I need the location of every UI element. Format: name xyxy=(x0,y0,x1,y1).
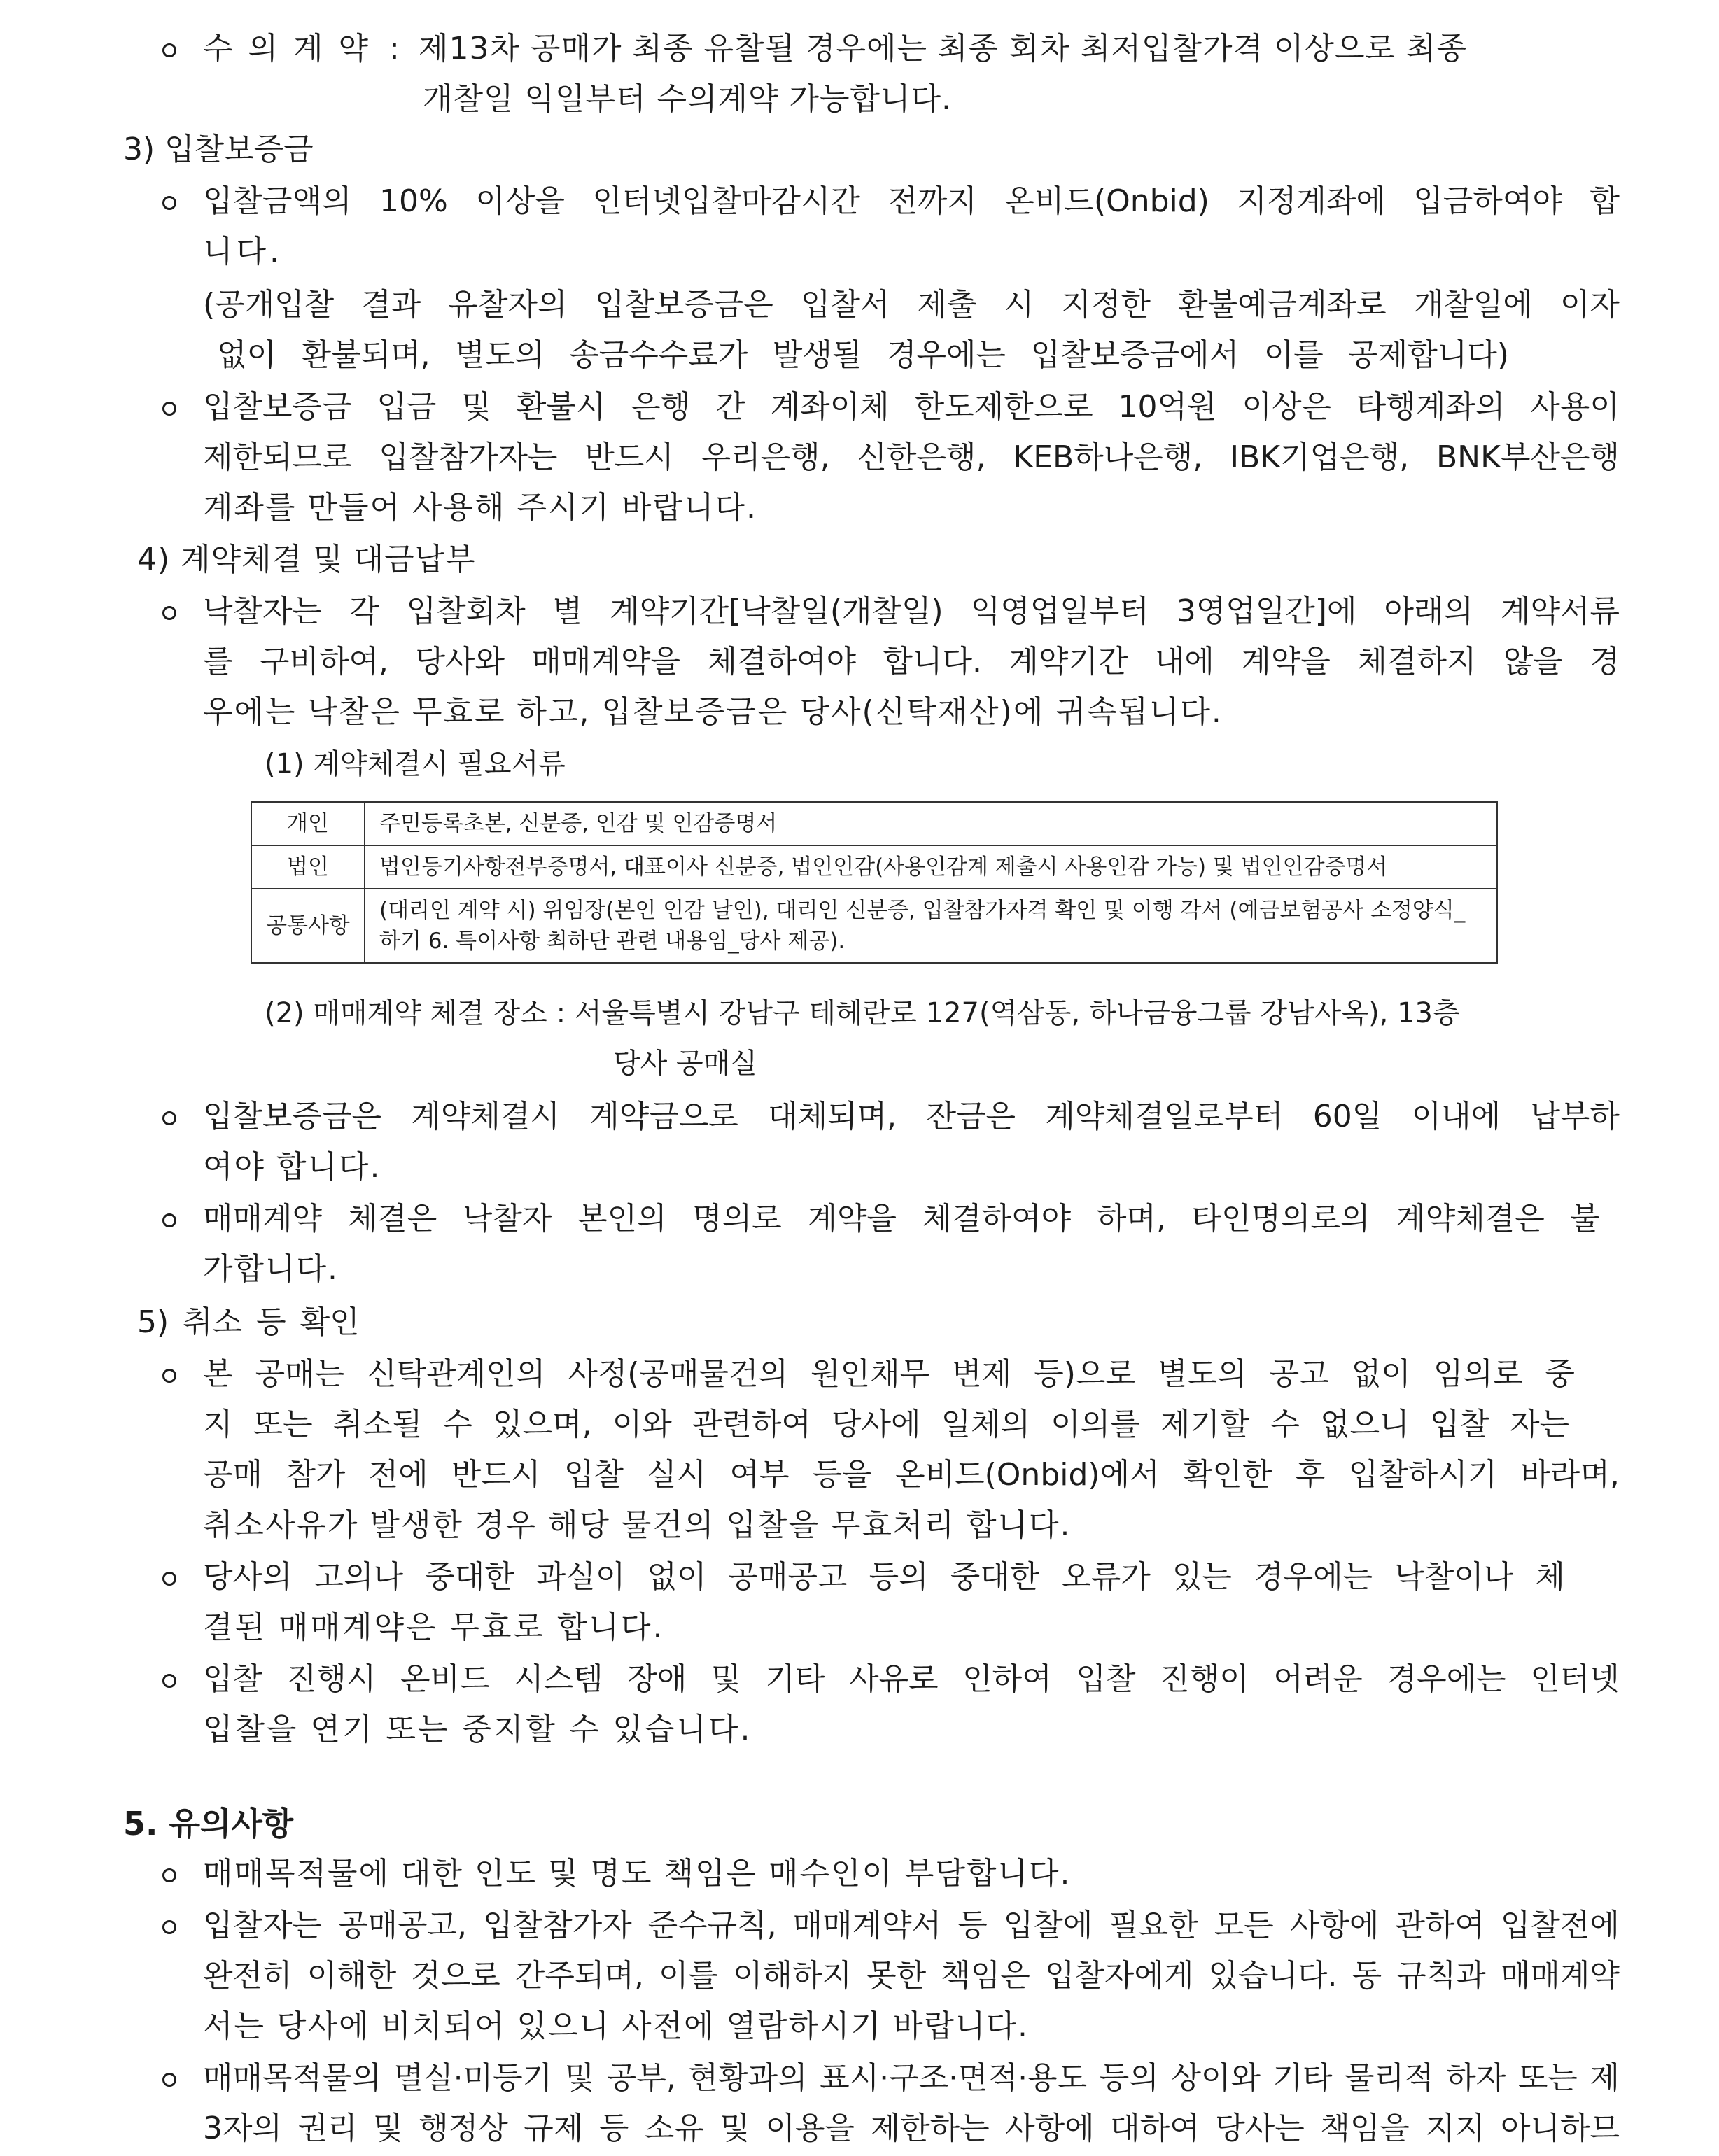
cancel-bullet3-line2: 입찰을 연기 또는 중지할 수 있습니다. xyxy=(203,1712,752,1747)
cancel-bullet1-line1: 본 공매는 신탁관계인의 사정(공매물건의 원인채무 변제 등)으로 별도의 공고 없이 임의로 중 xyxy=(203,1356,1575,1392)
section-heading-notes: 5. 유의사항 xyxy=(123,1805,294,1843)
table-row xyxy=(251,889,1497,963)
bullet-circle-icon xyxy=(162,1213,176,1227)
deposit-bullet2-line1: 입찰보증금 입금 및 환불시 은행 간 계좌이체 한도제한으로 10억원 이상은 타행계좌의 사용이 xyxy=(203,389,1620,425)
private-contract-label: 수 의 계 약 xyxy=(203,31,368,66)
cancel-bullet2-line1: 당사의 고의나 중대한 과실이 없이 공매공고 등의 중대한 오류가 있는 경우에는 낙찰이나 체 xyxy=(203,1559,1565,1595)
bullet-circle-icon xyxy=(162,1572,176,1586)
bullet-circle-icon xyxy=(162,2073,176,2087)
deposit-bullet2-line2: 제한되므로 입찰참가자는 반드시 우리은행, 신한은행, KEB하나은행, IBK기업은행, BNK부산은행 xyxy=(203,439,1620,475)
notes-bullet1-line1: 매매목적물에 대한 인도 및 명도 책임은 매수인이 부담합니다. xyxy=(203,1856,1072,1891)
private-contract-separator: : xyxy=(389,31,400,66)
notes-bullet3-line1: 매매목적물의 멸실·미등기 및 공부, 현황과의 표시·구조·면적·용도 등의 상이와 기타 물리적 하자 또는 제 xyxy=(203,2060,1620,2096)
deposit-note-line1: (공개입찰 결과 유찰자의 입찰보증금은 입찰서 제출 시 지정한 환불예금계좌로 개찰일에 이자 xyxy=(203,287,1620,323)
required-docs-table xyxy=(251,801,1498,964)
deposit-bullet1-line2: 니다. xyxy=(203,234,283,269)
bullet-circle-icon xyxy=(162,43,176,57)
contract-bullet1-line3: 우에는 낙찰은 무효로 하고, 입찰보증금은 당사(신탁재산)에 귀속됩니다. xyxy=(203,694,1223,730)
table-row xyxy=(251,845,1497,889)
table-cell-value: 주민등록초본, 신분증, 인감 및 인감증명서 xyxy=(365,802,1497,845)
bullet-circle-icon xyxy=(162,1868,176,1882)
table-cell-key: 공통사항 xyxy=(251,889,365,963)
contract-bullet3-line1: 매매계약 체결은 낙찰자 본인의 명의로 계약을 체결하여야 하며, 타인명의로의 계약체결은 불 xyxy=(203,1201,1600,1236)
bullet-circle-icon xyxy=(162,1369,176,1383)
deposit-bullet2-line3: 계좌를 만들어 사용해 주시기 바랍니다. xyxy=(203,490,757,526)
table-cell-value: (대리인 계약 시) 위임장(본인 인감 날인), 대리인 신분증, 입찰참가자격 확인 및 이행 각서 (예금보험공사 소정양식_하기 6. 특이사항 최하단 관련 내용임_당사 제공). xyxy=(365,889,1497,963)
bullet-circle-icon xyxy=(162,1111,176,1125)
contract-bullet2-line2: 여야 합니다. xyxy=(203,1149,381,1185)
notes-bullet3-line2: 3자의 권리 및 행정상 규제 등 소유 및 이용을 제한하는 사항에 대하여 당사는 책임을 지지 아니하므 xyxy=(203,2111,1620,2146)
contract-place-line2: 당사 공매실 xyxy=(613,1048,757,1080)
private-contract-line2: 개찰일 익일부터 수의계약 가능합니다. xyxy=(423,81,953,117)
table-cell-value: 법인등기사항전부증명서, 대표이사 신분증, 법인인감(사용인감계 제출시 사용인감 가능) 및 법인인감증명서 xyxy=(365,845,1497,889)
bullet-circle-icon xyxy=(162,1674,176,1688)
section-heading-cancel: 5) 취소 등 확인 xyxy=(137,1304,360,1340)
table-row xyxy=(251,802,1497,845)
notes-bullet2-line3: 서는 당사에 비치되어 있으니 사전에 열람하시기 바랍니다. xyxy=(203,2008,1029,2044)
deposit-note-line2: 없이 환불되며, 별도의 송금수수료가 발생될 경우에는 입찰보증금에서 이를 공제합니다) xyxy=(217,337,1509,373)
contract-bullet1-line1: 낙찰자는 각 입찰회차 별 계약기간[낙찰일(개찰일) 익영업일부터 3영업일간]에 아래의 계약서류 xyxy=(203,593,1620,629)
cancel-bullet1-line2: 지 또는 취소될 수 있으며, 이와 관련하여 당사에 일체의 이의를 제기할 수 없으니 입찰 자는 xyxy=(203,1407,1569,1442)
contract-bullet2-line1: 입찰보증금은 계약체결시 계약금으로 대체되며, 잔금은 계약체결일로부터 60일 이내에 납부하 xyxy=(203,1099,1620,1134)
table-cell-key: 법인 xyxy=(251,845,365,889)
notes-bullet2-line2: 완전히 이해한 것으로 간주되며, 이를 이해하지 못한 책임은 입찰자에게 있습니다. 동 규칙과 매매계약 xyxy=(203,1958,1620,1994)
deposit-bullet1-line1: 입찰금액의 10% 이상을 인터넷입찰마감시간 전까지 온비드(Onbid) 지정계좌에 입금하여야 합 xyxy=(203,183,1620,219)
section-heading-deposit: 3) 입찰보증금 xyxy=(123,132,314,167)
bullet-circle-icon xyxy=(162,606,176,620)
table-cell-key: 개인 xyxy=(251,802,365,845)
bullet-circle-icon xyxy=(162,1920,176,1934)
contract-bullet3-line2: 가합니다. xyxy=(203,1251,339,1287)
cancel-bullet1-line3: 공매 참가 전에 반드시 입찰 실시 여부 등을 온비드(Onbid)에서 확인한 후 입찰하시기 바라며, xyxy=(203,1457,1620,1493)
private-contract-line1: 제13차 공매가 최종 유찰될 경우에는 최종 회차 최저입찰가격 이상으로 최종 xyxy=(419,31,1467,66)
required-docs-title: (1) 계약체결시 필요서류 xyxy=(265,748,566,780)
contract-place-line1: (2) 매매계약 체결 장소 : 서울특별시 강남구 테헤란로 127(역삼동, 하나금융그룹 강남사옥), 13층 xyxy=(265,997,1460,1029)
cancel-bullet1-line4: 취소사유가 발생한 경우 해당 물건의 입찰을 무효처리 합니다. xyxy=(203,1507,1072,1543)
bullet-circle-icon xyxy=(162,402,176,416)
contract-bullet1-line2: 를 구비하여, 당사와 매매계약을 체결하여야 합니다. 계약기간 내에 계약을 체결하지 않을 경 xyxy=(203,644,1620,679)
bullet-circle-icon xyxy=(162,196,176,210)
notes-bullet2-line1: 입찰자는 공매공고, 입찰참가자 준수규칙, 매매계약서 등 입찰에 필요한 모든 사항에 관하여 입찰전에 xyxy=(203,1908,1620,1943)
cancel-bullet3-line1: 입찰 진행시 온비드 시스템 장애 및 기타 사유로 인하여 입찰 진행이 어려운 경우에는 인터넷 xyxy=(203,1661,1620,1697)
section-heading-contract: 4) 계약체결 및 대금납부 xyxy=(137,542,476,577)
cancel-bullet2-line2: 결된 매매계약은 무효로 합니다. xyxy=(203,1609,665,1645)
